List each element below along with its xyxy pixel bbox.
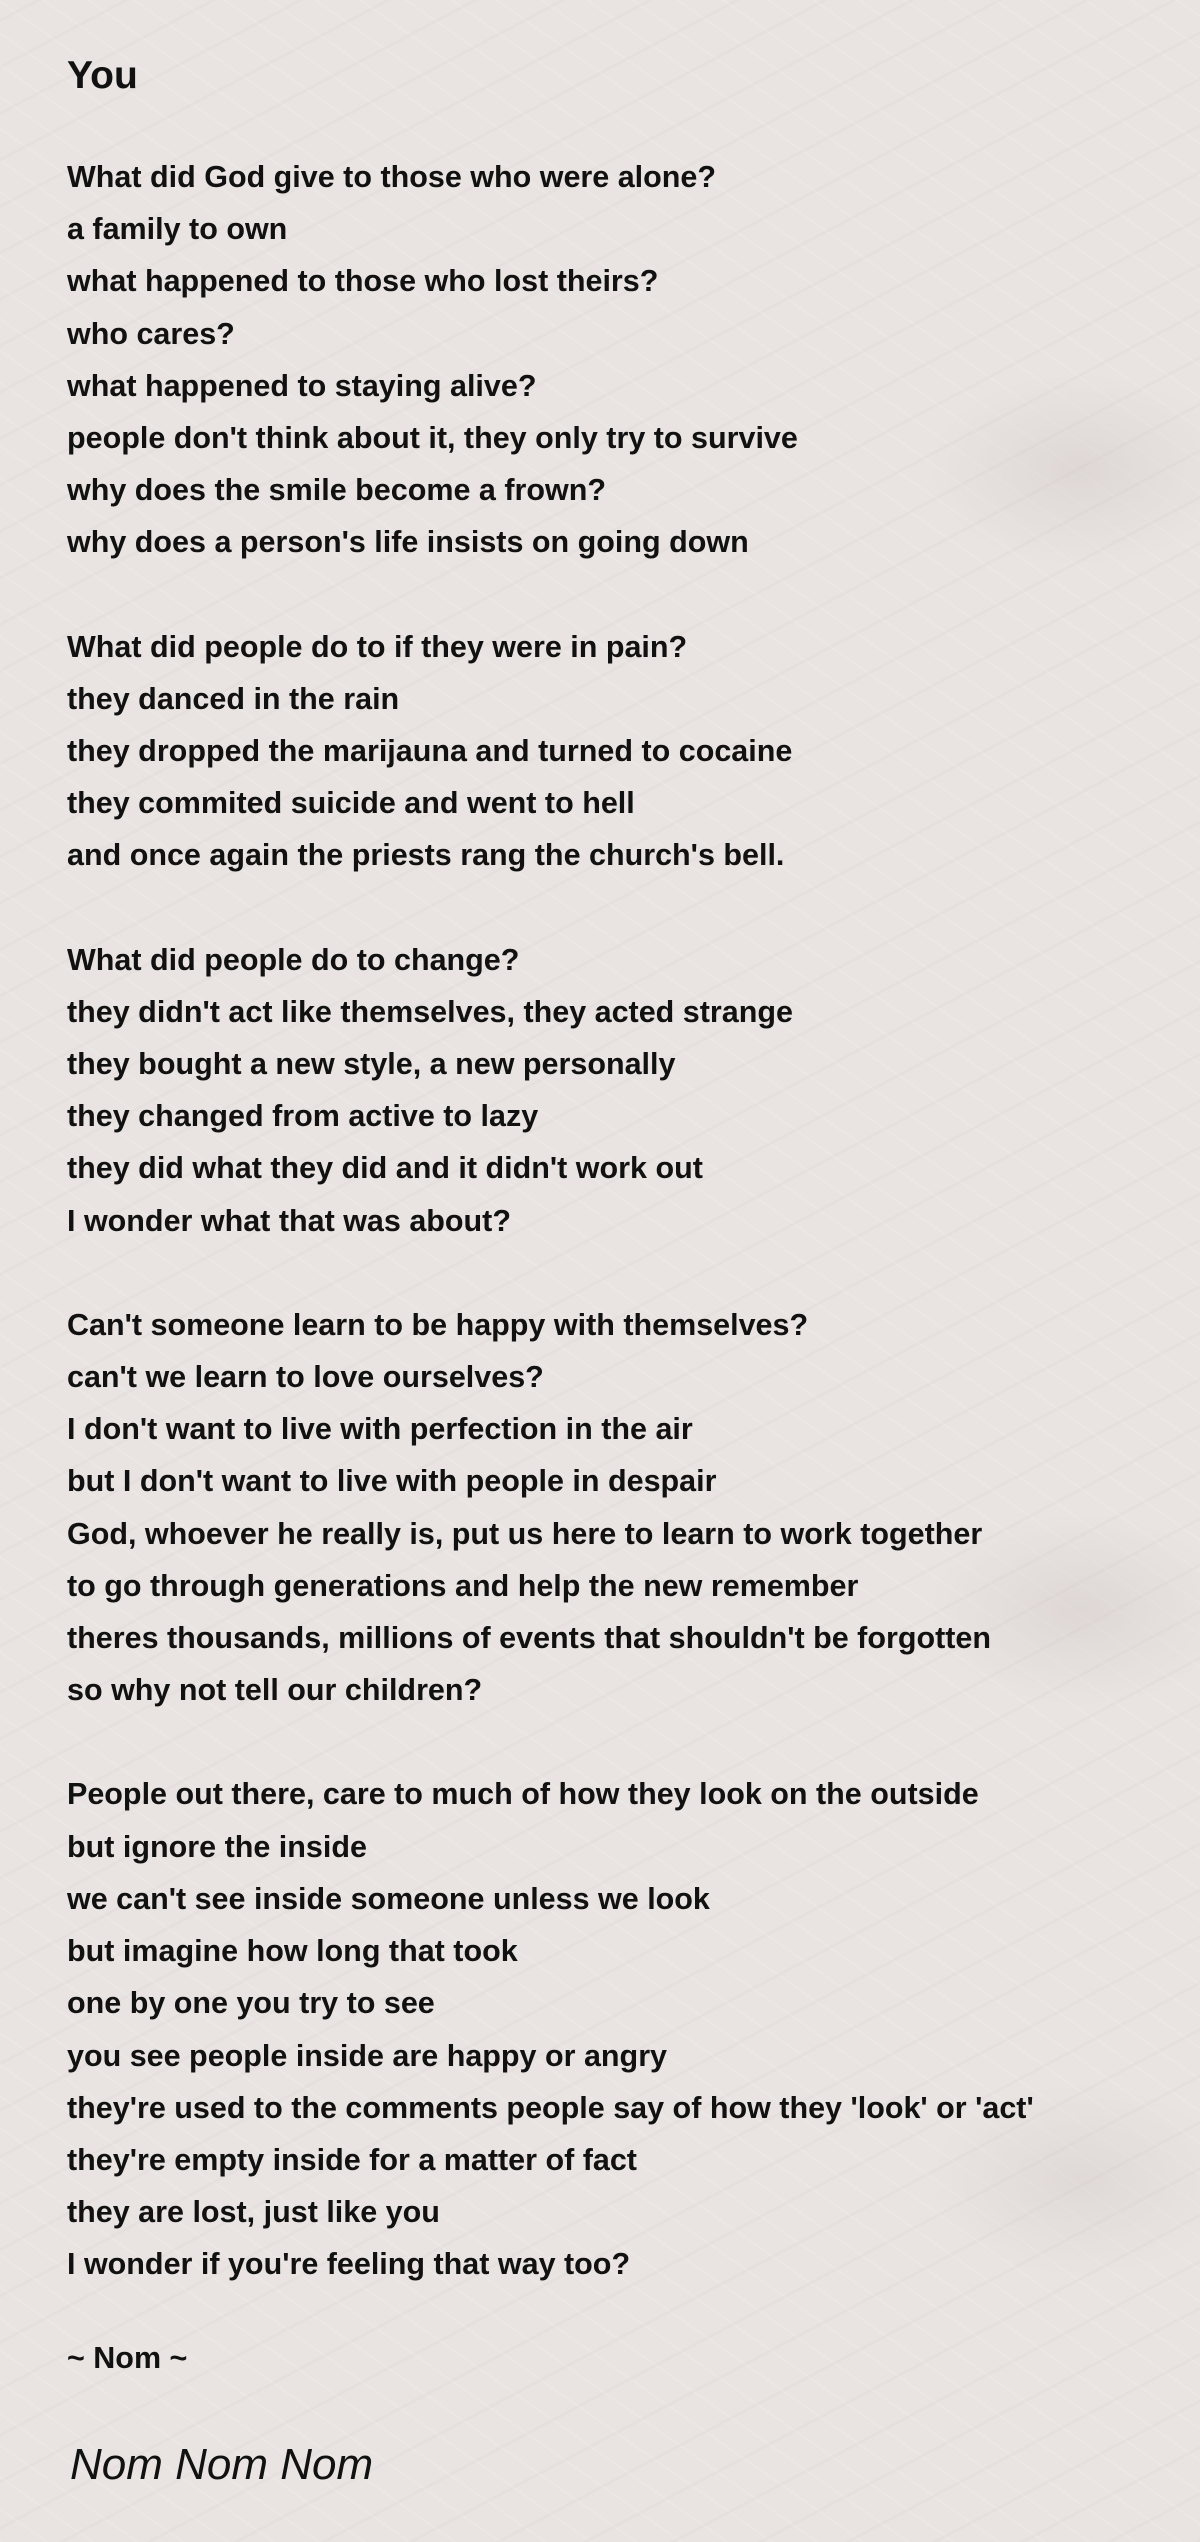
poem-line: they're empty inside for a matter of fact (67, 2142, 637, 2177)
poem-line: what happened to those who lost theirs? (67, 264, 659, 299)
poem-line: What did God give to those who were alone? (67, 160, 717, 194)
poem-line: they are lost, just like you (67, 2195, 440, 2230)
stanza-5 (67, 1768, 1177, 2290)
author-byline: ~ Nom ~ (67, 2341, 188, 2375)
poem-line: why does the smile become a frown? (67, 473, 606, 508)
signature-text: Nom Nom Nom (70, 2440, 374, 2489)
stanza-1 (67, 151, 1177, 569)
poem-line: Can't someone learn to be happy with themselves? (67, 1307, 809, 1342)
poem-line: why does a person's life insists on going down (67, 525, 749, 560)
poem-line: you see people inside are happy or angry (67, 2038, 668, 2073)
poem-line: so why not tell our children? (67, 1673, 483, 1708)
stanza-4 (67, 1299, 1177, 1717)
poem-line: they danced in the rain (67, 681, 400, 716)
poem-line: I wonder what that was about? (67, 1203, 511, 1238)
poem-line: people don't think about it, they only try to survive (67, 421, 798, 456)
poem-line: to go through generations and help the new remember (67, 1568, 859, 1603)
poem-line: they bought a new style, a new personally (67, 1047, 676, 1082)
poem-line: but I don't want to live with people in despair (67, 1464, 717, 1499)
poem-line: but imagine how long that took (67, 1934, 518, 1969)
stanza-2 (67, 621, 1177, 882)
poem-line: they dropped the marijauna and turned to cocaine (67, 734, 793, 769)
poem-line: who cares? (67, 316, 235, 351)
poem-line: what happened to staying alive? (67, 368, 537, 403)
poem-line: What did people do to if they were in pain? (67, 629, 688, 664)
poem-line: they commited suicide and went to hell (67, 786, 635, 821)
poem-line: they didn't act like themselves, they acted strange (67, 994, 793, 1029)
poem-line: People out there, care to much of how they look on the outside (67, 1777, 979, 1812)
stanza-3 (67, 934, 1177, 1247)
poem-body (67, 151, 1177, 2343)
poem-line: and once again the priests rang the church's bell. (67, 838, 785, 873)
poem-line: theres thousands, millions of events that shouldn't be forgotten (67, 1621, 991, 1656)
poem-line: we can't see inside someone unless we look (67, 1881, 710, 1916)
poem-line: they did what they did and it didn't work out (67, 1151, 703, 1186)
poem-line: What did people do to change? (67, 942, 520, 977)
poem-line: but ignore the inside (67, 1829, 367, 1864)
poem-line: I don't want to live with perfection in the air (67, 1412, 693, 1447)
poem-line: they changed from active to lazy (67, 1099, 539, 1134)
poem-line: I wonder if you're feeling that way too? (67, 2247, 631, 2282)
poem-line: God, whoever he really is, put us here to learn to work together (67, 1516, 983, 1551)
poem-line: they're used to the comments people say of how they 'look' or 'act' (67, 2090, 1034, 2125)
poem-title: You (67, 54, 138, 97)
poem-line: can't we learn to love ourselves? (67, 1360, 544, 1395)
poem-line: a family to own (67, 212, 288, 247)
poem-line: one by one you try to see (67, 1986, 435, 2021)
